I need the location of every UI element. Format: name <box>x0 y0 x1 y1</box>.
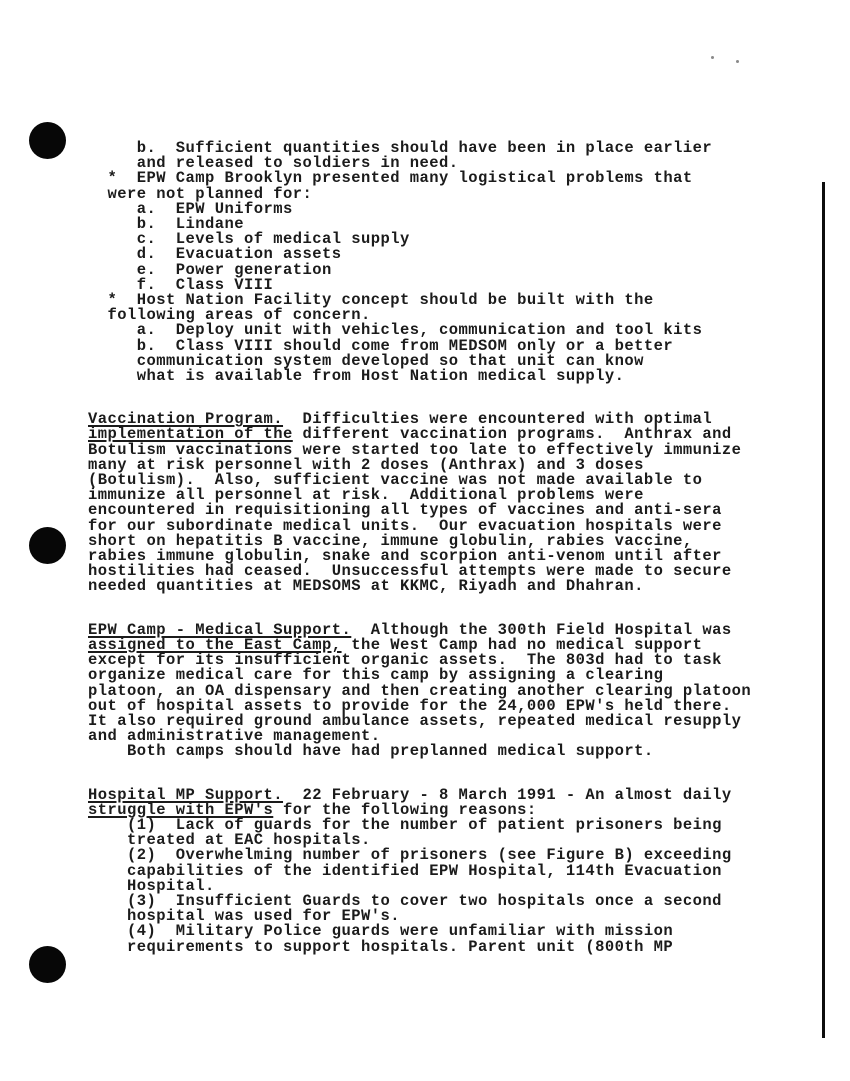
line-text: Hospital. <box>88 876 215 895</box>
underlined-heading-text: implementation of the <box>88 425 293 444</box>
line-text: organize medical care for this camp by assigning a clearing <box>88 666 664 685</box>
line-text: (3) Insufficient Guards to cover two hospitals once a second <box>88 891 722 910</box>
line-text: encountered in requisitioning all types of vaccines and anti-sera <box>88 501 722 520</box>
line-text: many at risk personnel with 2 doses (Anthrax) and 3 doses <box>88 455 644 474</box>
line-text: for our subordinate medical units. Our evacuation hospitals were <box>88 516 722 535</box>
line-text: the West Camp had no medical support <box>341 635 703 654</box>
line-text: following areas of concern. <box>88 306 371 325</box>
hole-punch <box>29 946 66 983</box>
section-epw-camp-medical-support <box>88 620 752 761</box>
line-text: d. Evacuation assets <box>88 245 342 264</box>
text-line <box>88 369 751 384</box>
line-text: Both camps should have had preplanned medical support. <box>88 742 654 761</box>
line-text: short on hepatitis B vaccine, immune globulin, rabies vaccine, <box>88 531 693 550</box>
hole-punch <box>29 527 66 564</box>
line-text: rabies immune globulin, snake and scorpion anti-venom until after <box>88 547 722 566</box>
line-text: Although the 300th Field Hospital was <box>351 620 732 639</box>
section-logistics-observations <box>88 141 751 384</box>
line-text: requirements to support hospitals. Parent unit (800th MP <box>88 937 674 956</box>
document-sections <box>88 141 751 955</box>
section-vaccination-program <box>88 412 751 594</box>
underlined-heading-text: assigned to the East Camp, <box>88 635 342 654</box>
line-text: (1) Lack of guards for the number of patient prisoners being <box>88 815 722 834</box>
line-text: Botulism vaccinations were started too late to effectively immunize <box>88 440 742 459</box>
line-text: c. Levels of medical supply <box>88 230 410 249</box>
line-text: treated at EAC hospitals. <box>88 831 371 850</box>
line-text: (2) Overwhelming number of prisoners (see Figure B) exceeding <box>88 846 732 865</box>
line-text: 22 February - 8 March 1991 - An almost daily <box>283 785 732 804</box>
line-text: (Botulism). Also, sufficient vaccine was not made available to <box>88 471 703 490</box>
line-text: b. Sufficient quantities should have been in place earlier <box>88 139 713 157</box>
scan-speck <box>736 60 739 63</box>
line-text: * EPW Camp Brooklyn presented many logistical problems that <box>88 169 693 188</box>
line-text: communication system developed so that unit can know <box>88 351 644 370</box>
line-text: b. Class VIII should come from MEDSOM only or a better <box>88 336 674 355</box>
line-text: It also required ground ambulance assets, repeated medical resupply <box>88 711 742 730</box>
line-text: b. Lindane <box>88 215 245 234</box>
line-text: a. EPW Uniforms <box>88 199 293 218</box>
scan-speck <box>711 56 714 59</box>
line-text: e. Power generation <box>88 260 332 279</box>
text-line <box>88 937 751 956</box>
underlined-heading-text: struggle with EPW's <box>88 800 274 819</box>
line-text: f. Class VIII <box>88 275 274 294</box>
section-hospital-mp-support <box>88 785 751 956</box>
hole-punch <box>29 122 66 159</box>
line-text: for the following reasons: <box>273 800 537 819</box>
line-text: needed quantities at MEDSOMS at KKMC, Riyadh and Dhahran. <box>88 577 644 596</box>
line-text: out of hospital assets to provide for the 24,000 EPW's held there. <box>88 696 732 715</box>
line-text: and released to soldiers in need. <box>88 154 459 173</box>
text-line <box>88 744 751 759</box>
line-text: and administrative management. <box>88 727 381 746</box>
line-text: were not planned for: <box>88 184 313 203</box>
underlined-heading-text: Vaccination Program. <box>88 410 284 429</box>
line-text: what is available from Host Nation medical supply. <box>88 367 625 386</box>
line-text: immunize all personnel at risk. Additional problems were <box>88 486 644 505</box>
underlined-heading-text: Hospital MP Support. <box>88 785 284 804</box>
line-text: platoon, an OA dispensary and then creating another clearing platoon <box>88 681 752 700</box>
line-text: different vaccination programs. Anthrax and <box>292 425 732 444</box>
line-text: except for its insufficient organic assets. The 803d had to task <box>88 651 722 670</box>
line-text: hostilities had ceased. Unsuccessful attempts were made to secure <box>88 562 732 581</box>
scan-edge-line <box>822 182 825 1038</box>
line-text: Difficulties were encountered with optimal <box>283 410 713 429</box>
line-text: * Host Nation Facility concept should be built with the <box>88 291 654 310</box>
line-text: capabilities of the identified EPW Hospital, 114th Evacuation <box>88 861 722 880</box>
line-text: a. Deploy unit with vehicles, communication and tool kits <box>88 321 703 340</box>
text-line <box>88 579 751 594</box>
line-text: (4) Military Police guards were unfamiliar with mission <box>88 922 674 941</box>
line-text: hospital was used for EPW's. <box>88 907 401 926</box>
underlined-heading-text: EPW Camp - Medical Support. <box>88 620 352 639</box>
